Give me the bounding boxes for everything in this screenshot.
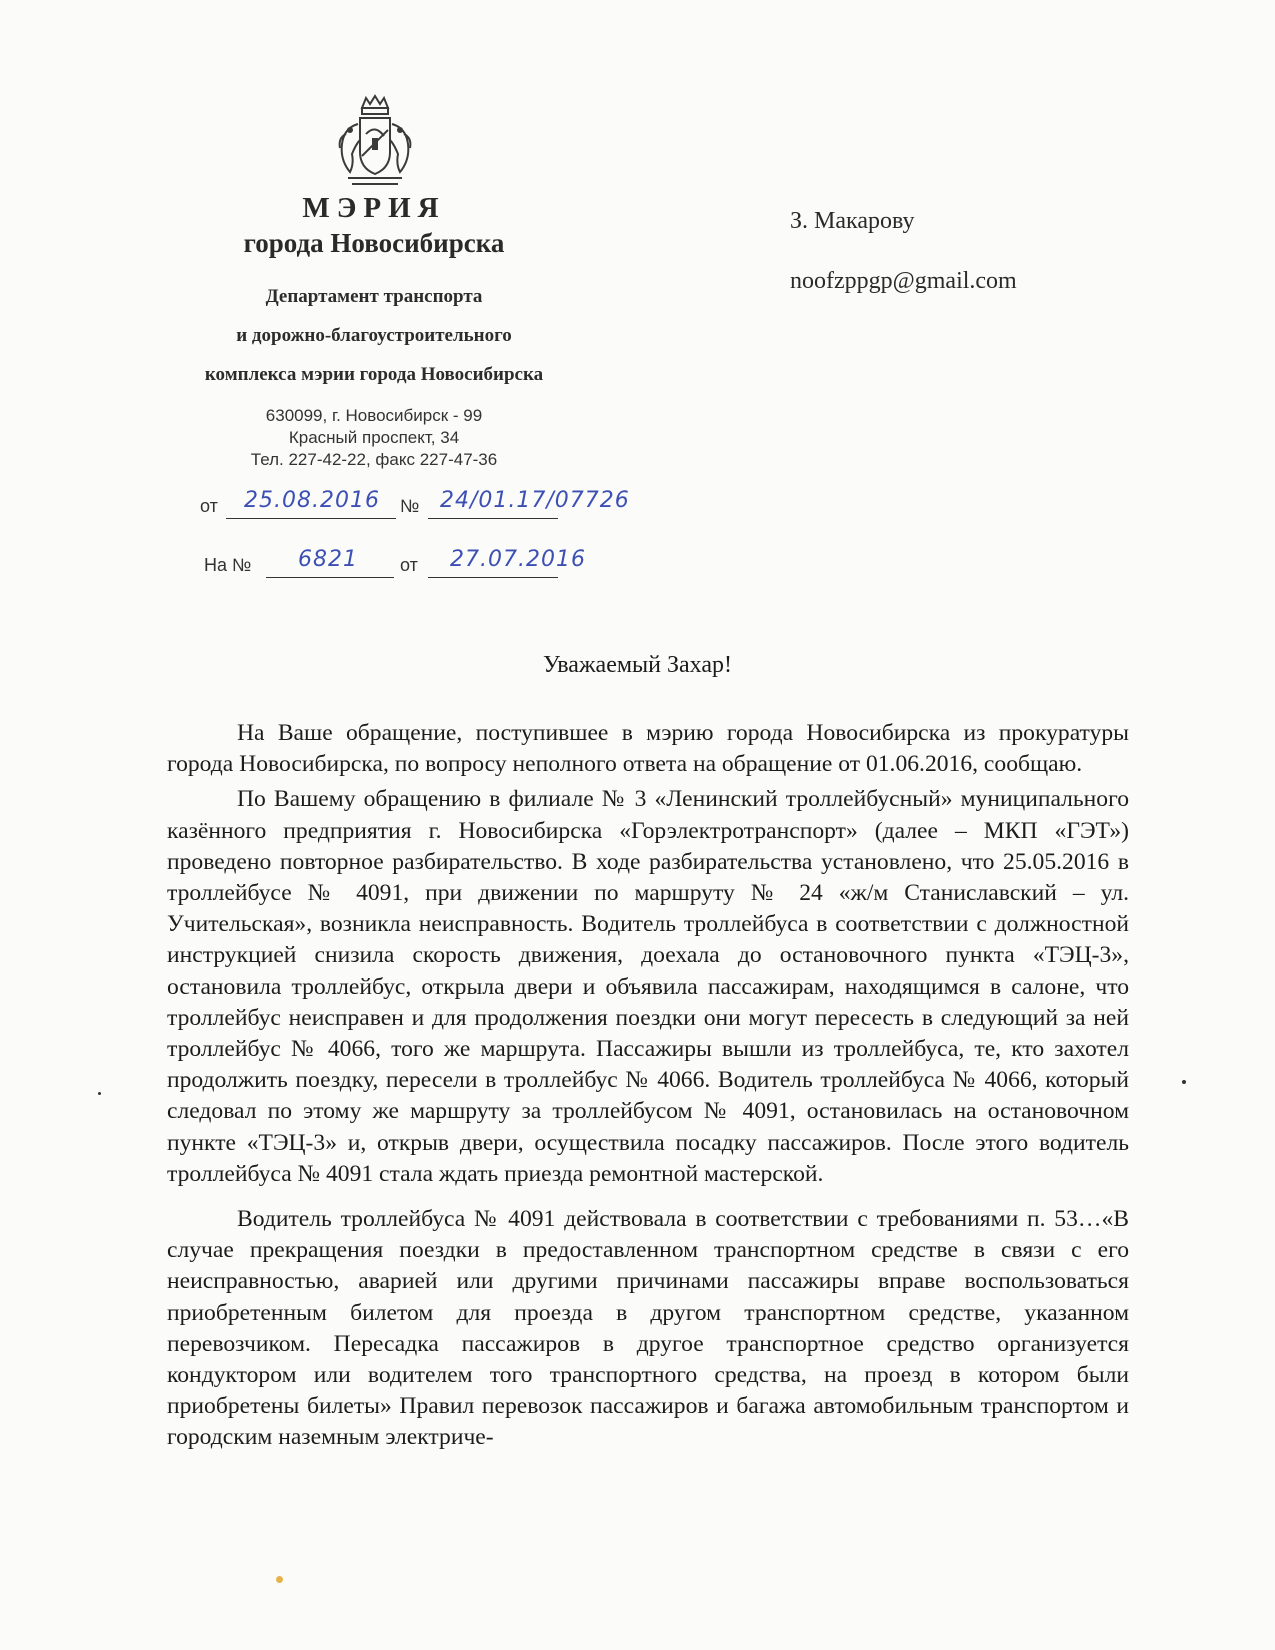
number-underline <box>428 518 558 519</box>
reply-number-handwritten: 6821 <box>298 547 358 572</box>
department-line: Департамент транспорта <box>265 286 483 307</box>
organization-city: города Новосибирска <box>243 228 505 258</box>
scan-speck <box>98 1092 101 1095</box>
organization-title: МЭРИЯ <box>302 192 446 224</box>
reply-date-underline <box>428 577 558 578</box>
from-date-handwritten: 25.08.2016 <box>244 488 380 513</box>
from-date-label: от <box>200 496 218 516</box>
address-line: 630099, г. Новосибирск - 99 <box>265 406 483 425</box>
body-paragraph: Водитель троллейбуса № 4091 действовала в соответствии с требованиями п. 53…«В случае прекращения поездки в предоставленном транспортном средстве в связи с его неисправностью, аварией или другими причинами пассажиры вправе воспользоваться приобретенным билетом для проезда в другом транспортном средстве, указанном перевозчиком. Пересадка пассажиров в другое транспортное средство организуется кондуктором или водителем того транспортного средства, на проезд в котором были приобретены билеты» Правил перевозок пассажиров и багажа автомобильным транспортом и городским наземным электриче- <box>167 1206 1129 1451</box>
letter-body <box>167 718 1129 1454</box>
reply-date-handwritten: 27.07.2016 <box>450 547 586 572</box>
department-line: и дорожно-благоустроительного <box>236 325 512 346</box>
reply-number-label: На № <box>204 555 252 575</box>
address-line: Красный проспект, 34 <box>288 428 460 447</box>
reply-date-label: от <box>400 555 418 575</box>
coat-of-arms-icon <box>332 94 418 190</box>
number-handwritten: 24/01.17/07726 <box>440 488 630 513</box>
body-paragraph: По Вашему обращению в филиале № 3 «Ленинский троллейбусный» муниципального казённого предприятия г. Новосибирска «Горэлектротранспорт» (далее – МКП «ГЭТ») проведено повторное разбирательство. В ходе разбирательства установлено, что 25.05.2016 в троллейбусе № 4091, при движении по маршруту № 24 «ж/м Станиславский – ул. Учительская», возникла неисправность. Водитель троллейбуса в соответствии с должностной инструкцией снизила скорость движения, доехала до остановочного пункта «ТЭЦ-3», остановила троллейбус, открыла двери и объявила пассажирам, находящимся в салоне, что троллейбус неисправен и для продолжения поездки они могут пересесть в следующий за ней троллейбус № 4066, того же маршрута. Пассажиры вышли из троллейбуса, те, кто захотел продолжить поездку, пересели в троллейбус № 4066. Водитель троллейбуса № 4066, который следовал по этому же маршруту за троллейбусом № 4091, остановилась на остановочном пункте «ТЭЦ-3» и, открыв двери, осуществила посадку пассажиров. После этого водитель троллейбуса № 4091 стала ждать приезда ремонтной мастерской. <box>167 786 1129 1187</box>
salutation: Уважаемый Захар! <box>543 652 732 678</box>
recipient-email: noofzppgp@gmail.com <box>790 268 1017 294</box>
department-line: комплекса мэрии города Новосибирска <box>204 364 544 385</box>
scan-speck <box>276 1576 283 1583</box>
scan-speck <box>1182 1080 1186 1084</box>
from-date-underline <box>226 518 396 519</box>
reply-number-underline <box>266 577 394 578</box>
body-paragraph: На Ваше обращение, поступившее в мэрию города Новосибирска из прокуратуры города Новосибирска, по вопросу неполного ответа на обращение от 01.06.2016, сообщаю. <box>167 720 1129 778</box>
number-label: № <box>400 496 420 516</box>
address-line: Тел. 227-42-22, факс 227-47-36 <box>250 450 498 469</box>
recipient-name: З. Макарову <box>790 208 915 234</box>
